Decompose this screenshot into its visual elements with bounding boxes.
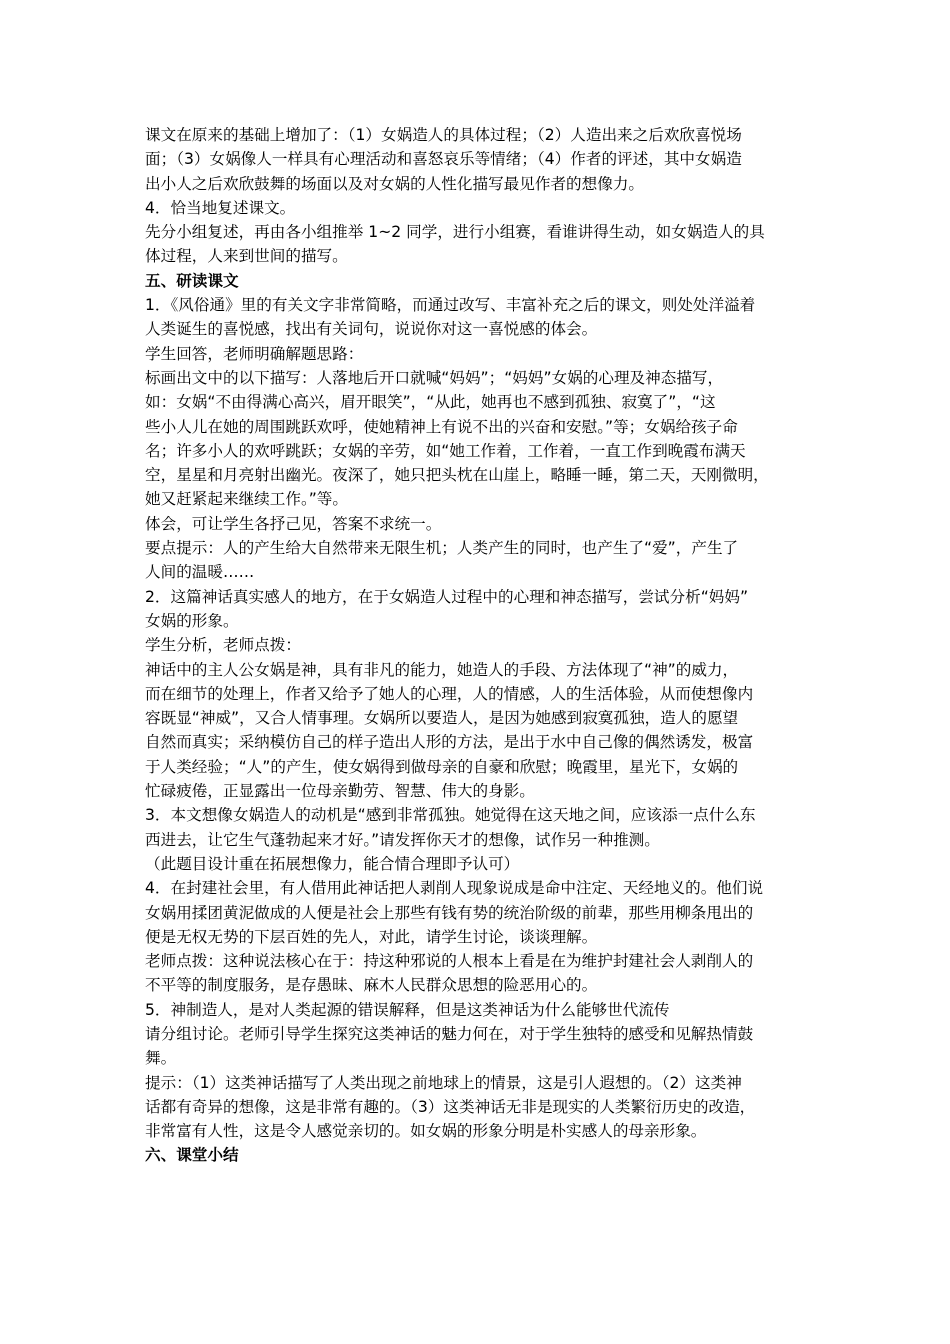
text-line: 4．恰当地复述课文。 <box>145 198 296 217</box>
text-line: 忙碌疲倦，正显露出一位母亲勤劳、智慧、伟大的身影。 <box>145 782 535 801</box>
text-line: 人间的温暖…… <box>145 563 255 582</box>
text-line: 神话中的主人公女娲是神，具有非凡的能力，她造人的手段、方法体现了“神”的威力， <box>145 660 739 679</box>
text-line: 学生分析，老师点拨： <box>145 636 301 655</box>
text-line: 话都有奇异的想像，这是非常有趣的。（3）这类神话无非是现实的人类繁衍历史的改造， <box>145 1097 756 1116</box>
text-line: 女娲用揉团黄泥做成的人便是社会上那些有钱有势的统治阶级的前辈，那些用柳条甩出的 <box>145 903 754 922</box>
text-line: 提示：（1）这类神话描写了人类出现之前地球上的情景，这是引人遐想的。（2）这类神 <box>145 1073 742 1092</box>
text-line: 先分小组复述，再由各小组推举 1~2 同学，进行小组赛，看谁讲得生动，如女娲造人的具 <box>145 223 765 242</box>
text-line: （此题目设计重在拓展想像力，能合情合理即予认可） <box>145 854 520 873</box>
text-line: 非常富有人性，这是令人感觉亲切的。如女娲的形象分明是朴实感人的母亲形象。 <box>145 1122 707 1141</box>
text-line: 空，星星和月亮射出幽光。夜深了，她只把头枕在山崖上，略睡一睡，第二天，天刚微明， <box>145 466 769 485</box>
text-line: 2．这篇神话真实感人的地方，在于女娲造人过程中的心理和神态描写，尝试分析“妈妈” <box>145 587 749 606</box>
text-line: 请分组讨论。老师引导学生探究这类神话的魅力何在，对于学生独特的感受和见解热情鼓 <box>145 1024 754 1043</box>
section-heading: 六、课堂小结 <box>145 1146 239 1165</box>
text-line: 容既显“神威”，又合人情事理。女娲所以要造人，是因为她感到寂寞孤独，造人的愿望 <box>145 709 739 728</box>
text-line: 如：女娲“不由得满心高兴，眉开眼笑”，“从此，她再也不感到孤独、寂寞了”，“这 <box>145 393 716 412</box>
text-line: 她又赶紧起来继续工作。”等。 <box>145 490 348 509</box>
text-line: 老师点拨：这种说法核心在于：持这种邪说的人根本上看是在为维护封建社会人剥削人的 <box>145 952 754 971</box>
text-line: 便是无权无势的下层百姓的先人，对此，请学生讨论，谈谈理解。 <box>145 927 598 946</box>
text-line: 体会，可让学生各抒己见，答案不求统一。 <box>145 514 442 533</box>
text-line: 不平等的制度服务，是存愚昧、麻木人民群众思想的险恶用心的。 <box>145 976 598 995</box>
text-line: 4．在封建社会里，有人借用此神话把人剥削人现象说成是命中注定、天经地义的。他们说 <box>145 879 764 898</box>
text-line: 体过程，人来到世间的描写。 <box>145 247 348 266</box>
text-line: 学生回答，老师明确解题思路： <box>145 344 364 363</box>
text-line: 而在细节的处理上，作者又给予了她人的心理，人的情感，人的生活体验，从而使想像内 <box>145 684 754 703</box>
text-line: 3．本文想像女娲造人的动机是“感到非常孤独。她觉得在这天地之间，应该添一点什么东 <box>145 806 756 825</box>
text-line: 些小人儿在她的周围跳跃欢呼，使她精神上有说不出的兴奋和安慰。”等；女娲给孩子命 <box>145 417 738 436</box>
document-body <box>145 123 810 1168</box>
text-line: 于人类经验；“人”的产生，使女娲得到做母亲的自豪和欣慰；晚霞里，星光下，女娲的 <box>145 757 739 776</box>
text-line: 出小人之后欢欣鼓舞的场面以及对女娲的人性化描写最见作者的想像力。 <box>145 174 645 193</box>
text-line: 课文在原来的基础上增加了：（1）女娲造人的具体过程；（2）人造出来之后欢欣喜悦场 <box>145 126 742 144</box>
text-line: 标画出文中的以下描写：人落地后开口就喊“妈妈”；“妈妈”女娲的心理及神态描写， <box>145 368 724 387</box>
text-line: 西进去，让它生气蓬勃起来才好。”请发挥你天才的想像，试作另一种推测。 <box>145 830 660 849</box>
text-line: 要点提示：人的产生给大自然带来无限生机；人类产生的同时，也产生了“爱”，产生了 <box>145 539 739 558</box>
section-heading: 五、研读课文 <box>145 271 239 290</box>
text-line: 自然而真实；采纳模仿自己的样子造出人形的方法，是出于水中自己像的偶然诱发，极富 <box>145 733 754 752</box>
text-line: 1．《风俗通》里的有关文字非常简略，而通过改写、丰富补充之后的课文，则处处洋溢着 <box>145 296 756 315</box>
text-line: 人类诞生的喜悦感，找出有关词句，说说你对这一喜悦感的体会。 <box>145 320 598 339</box>
text-line: 面；（3）女娲像人一样具有心理活动和喜怒哀乐等情绪；（4）作者的评述，其中女娲造 <box>145 150 742 169</box>
text-line: 舞。 <box>145 1049 177 1068</box>
text-line: 5．神制造人，是对人类起源的错误解释，但是这类神话为什么能够世代流传 <box>145 1000 670 1019</box>
text-line: 名；许多小人的欢呼跳跃；女娲的辛劳，如“她工作着，工作着，一直工作到晚霞布满天 <box>145 441 746 460</box>
text-line: 女娲的形象。 <box>145 611 239 630</box>
